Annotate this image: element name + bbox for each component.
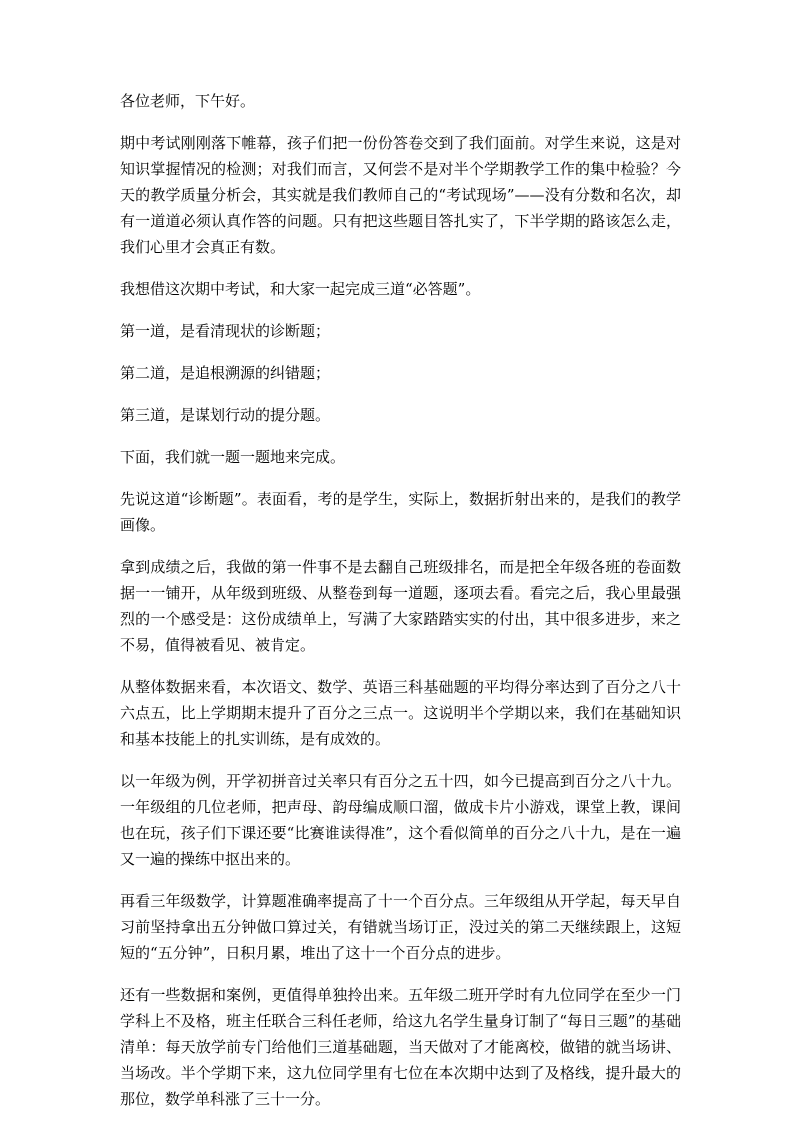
paragraph-greeting: 各位老师，下午好。: [120, 92, 256, 110]
paragraph-grade-three: 再看三年级数学，计算题准确率提高了十一个百分点。三年级组从开学起，每天早自习前坚持拿出五分钟做口算过关，有错就当场订正，没过关的第二天继续跟上，这短短的“五分钟”，日积月累，堆出了这十一个百分点的进步。: [120, 892, 681, 962]
paragraph-overall-data: 从整体数据来看，本次语文、数学、英语三科基础题的平均得分率达到了百分之八十六点五，比上学期期末提升了百分之三点一。这说明半个学期以来，我们在基础知识和基本技能上的扎实训练，是有成效的。: [120, 678, 681, 748]
paragraph-question-two: 第二道，是追根溯源的纠错题；: [120, 364, 331, 382]
paragraph-question-one: 第一道，是看清现状的诊断题；: [120, 322, 331, 340]
paragraph-intro: 期中考试刚刚落下帷幕，孩子们把一份份答卷交到了我们面前。对学生来说，这是对知识掌握情况的检测；对我们而言，又何尝不是对半个学期教学工作的集中检验？今天的教学质量分析会，其实就是我们教师自己的“考试现场”——没有分数和名次，却有一道道必须认真作答的问题。只有把这些题目答扎实了，下半学期的路该怎么走，我们心里才会真正有数。: [120, 134, 681, 256]
paragraph-three-questions: 我想借这次期中考试，和大家一起完成三道“必答题”。: [120, 280, 481, 298]
paragraph-transition: 下面，我们就一题一题地来完成。: [120, 448, 346, 466]
document-body: [120, 88, 681, 1128]
paragraph-first-impression: 拿到成绩之后，我做的第一件事不是去翻自己班级排名，而是把全年级各班的卷面数据一一铺开，从年级到班级、从整卷到每一道题，逐项去看。看完之后，我心里最强烈的一个感受是：这份成绩单上，写满了大家踏踏实实的付出，其中很多进步，来之不易，值得被看见、被肯定。: [120, 558, 681, 654]
paragraph-grade-five: 还有一些数据和案例，更值得单独拎出来。五年级二班开学时有九位同学在至少一门学科上不及格，班主任联合三科任老师，给这九名学生量身订制了“每日三题”的基础清单：每天放学前专门给他们三道基础题，当天做对了才能离校，做错的就当场讲、当场改。半个学期下来，这九位同学里有七位在本次期中达到了及格线，提升最大的那位，数学单科涨了三十一分。: [120, 986, 681, 1108]
paragraph-grade-one: 以一年级为例，开学初拼音过关率只有百分之五十四，如今已提高到百分之八十九。一年级组的几位老师，把声母、韵母编成顺口溜，做成卡片小游戏，课堂上教，课间也在玩，孩子们下课还要“比赛谁读得准”，这个看似简单的百分之八十九，是在一遍又一遍的操练中抠出来的。: [120, 772, 681, 868]
paragraph-question-three: 第三道，是谋划行动的提分题。: [120, 406, 331, 424]
paragraph-diagnosis: 先说这道“诊断题”。表面看，考的是学生，实际上，数据折射出来的，是我们的教学画像。: [120, 490, 681, 534]
